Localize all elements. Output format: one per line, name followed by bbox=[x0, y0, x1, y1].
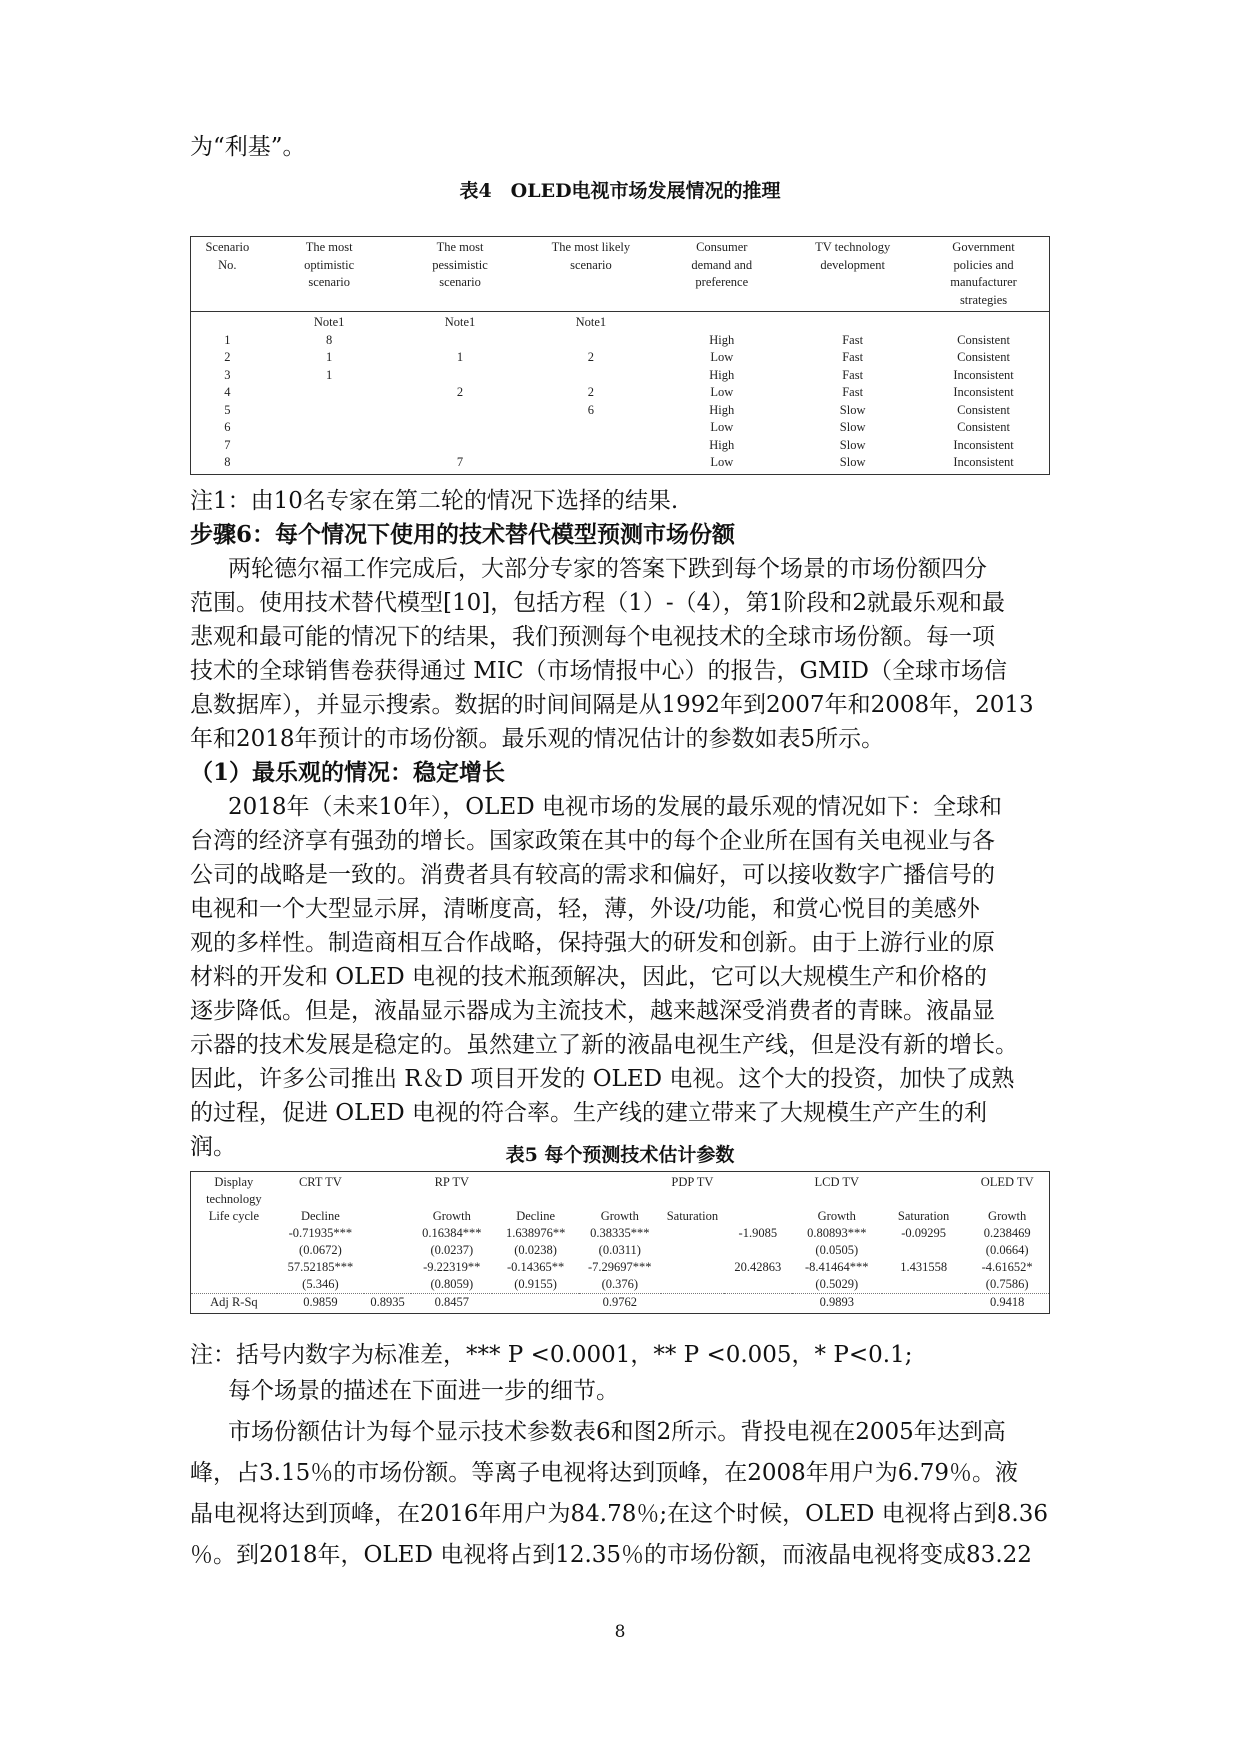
table4-header-cell: TV technology development bbox=[787, 237, 918, 312]
table-cell bbox=[191, 1225, 277, 1242]
text-line: 电视和一个大型显示屏，清晰度高，轻，薄，外设/功能，和赏心悦目的美感外 bbox=[190, 896, 980, 922]
table-cell bbox=[792, 1191, 882, 1208]
table-cell: 8 bbox=[326, 332, 333, 347]
table-row bbox=[191, 1242, 1050, 1259]
table-cell: 2 bbox=[456, 385, 464, 399]
table-cell bbox=[364, 1208, 411, 1225]
table-cell: Low bbox=[710, 420, 734, 434]
table-cell: (0.7586) bbox=[985, 1277, 1029, 1291]
table-cell: Low bbox=[710, 385, 734, 399]
table-cell bbox=[191, 1242, 277, 1259]
table-cell: 0.238469 bbox=[983, 1226, 1031, 1240]
table-cell: Consistent bbox=[957, 402, 1010, 417]
table-cell: Inconsistent bbox=[953, 437, 1014, 452]
table-cell: 2 bbox=[224, 350, 231, 364]
table-cell: (5.346) bbox=[302, 1277, 339, 1291]
table-cell: Growth bbox=[432, 1209, 471, 1223]
table-cell: -0.14365** bbox=[506, 1260, 565, 1274]
table-cell: Slow bbox=[839, 437, 866, 452]
text-line: 润。 bbox=[190, 1134, 236, 1160]
table-cell: High bbox=[709, 437, 735, 452]
table-cell bbox=[882, 1191, 965, 1208]
table-cell bbox=[579, 1172, 661, 1192]
table-row bbox=[191, 1172, 1050, 1192]
table-cell bbox=[724, 1208, 792, 1225]
table-cell: 0.8935 bbox=[364, 1294, 411, 1314]
table-cell bbox=[264, 384, 395, 402]
table-cell bbox=[724, 1294, 792, 1314]
table-cell: Consistent bbox=[957, 350, 1010, 364]
table-cell bbox=[882, 1294, 965, 1314]
table-cell: (0.0505) bbox=[815, 1243, 859, 1257]
table-cell: 8 bbox=[224, 455, 231, 469]
table-cell: 20.42863 bbox=[734, 1260, 782, 1274]
table-cell bbox=[525, 332, 656, 350]
table-cell bbox=[661, 1276, 724, 1294]
table-cell bbox=[395, 419, 526, 437]
table-cell bbox=[882, 1276, 965, 1294]
table-cell bbox=[492, 1172, 578, 1192]
text-line: 公司的战略是一致的。消费者具有较高的需求和偏好，可以接收数字广播信号的 bbox=[190, 862, 995, 888]
table-cell: Slow bbox=[839, 402, 866, 417]
table-cell: 7 bbox=[224, 437, 231, 452]
table-cell: Display bbox=[214, 1175, 254, 1189]
table-cell bbox=[395, 402, 526, 420]
table-cell bbox=[579, 1191, 661, 1208]
table-cell: Fast bbox=[842, 367, 864, 382]
table-cell: Note1 bbox=[313, 315, 345, 329]
table-cell: 6 bbox=[587, 402, 595, 417]
table-cell: -1.9085 bbox=[738, 1226, 778, 1240]
text-line: 年和2018年预计的市场份额。最乐观的情况估计的参数如表5所示。 bbox=[190, 726, 885, 752]
table-cell bbox=[277, 1191, 364, 1208]
table-cell: (0.0237) bbox=[430, 1243, 474, 1257]
table-cell: 1 bbox=[224, 332, 231, 347]
table-row bbox=[191, 402, 1050, 420]
table-cell bbox=[411, 1191, 492, 1208]
table-cell: 7 bbox=[456, 455, 464, 469]
table5-note: 注：括号内数字为标准差，*** P <0.0001，** P <0.005，* P<0.1; bbox=[190, 1342, 913, 1368]
table-cell bbox=[395, 367, 526, 385]
table-row bbox=[191, 384, 1050, 402]
table-cell bbox=[525, 437, 656, 455]
table-cell bbox=[492, 1294, 578, 1314]
text-line: 市场份额估计为每个显示技术参数表6和图2所示。背投电视在2005年达到高 bbox=[228, 1419, 1006, 1445]
table-cell: Note1 bbox=[575, 315, 607, 329]
table-cell: Inconsistent bbox=[953, 367, 1014, 382]
table-cell: -9.22319** bbox=[423, 1260, 481, 1274]
table-cell: (0.0238) bbox=[514, 1243, 557, 1257]
table4-header-cell: The most likely scenario bbox=[525, 237, 656, 312]
table-row bbox=[191, 1276, 1050, 1294]
table4-header-cell: The most optimistic scenario bbox=[264, 237, 395, 312]
table-cell: Life cycle bbox=[208, 1209, 260, 1223]
table5-body bbox=[191, 1172, 1050, 1314]
table-cell: Consistent bbox=[957, 332, 1010, 347]
table-cell bbox=[264, 419, 395, 437]
table-cell bbox=[395, 437, 526, 455]
table-cell: 1.431558 bbox=[900, 1260, 948, 1274]
table-cell: RP TV bbox=[434, 1175, 469, 1189]
table-cell: Decline bbox=[300, 1209, 340, 1223]
table-cell: Fast bbox=[842, 385, 864, 399]
text-line: 范围。使用技术替代模型[10]，包括方程（1）-（4），第1阶段和2就最乐观和最 bbox=[190, 590, 1006, 616]
table-cell: LCD TV bbox=[814, 1175, 860, 1189]
table-cell bbox=[364, 1276, 411, 1294]
table-cell bbox=[525, 367, 656, 385]
text-line: 每个场景的描述在下面进一步的细节。 bbox=[228, 1378, 619, 1404]
table-cell: 0.38335*** bbox=[590, 1226, 650, 1240]
table-cell: (0.0664) bbox=[985, 1243, 1029, 1257]
table4-header-row bbox=[191, 237, 1050, 312]
table-cell bbox=[191, 1259, 277, 1276]
table-cell: Adj R-Sq bbox=[191, 1294, 277, 1314]
table-cell: 0.16384*** bbox=[422, 1226, 482, 1240]
table-cell: Growth bbox=[817, 1209, 856, 1223]
text-line: 为“利基”。 bbox=[190, 134, 306, 160]
table-cell: Note1 bbox=[444, 315, 476, 329]
table-cell: (0.9155) bbox=[514, 1277, 557, 1291]
section-heading-optimistic: （1）最乐观的情况：稳定增长 bbox=[190, 759, 506, 786]
table-cell: 1 bbox=[326, 350, 333, 364]
table-cell: -8.41464*** bbox=[804, 1260, 869, 1274]
page-number: 8 bbox=[614, 1622, 626, 1642]
table-cell: PDP TV bbox=[671, 1175, 714, 1189]
table-cell: Decline bbox=[516, 1209, 556, 1223]
table-row bbox=[191, 349, 1050, 367]
table-cell: 0.9762 bbox=[579, 1294, 661, 1314]
table-cell: 0.9859 bbox=[277, 1294, 364, 1314]
table-row bbox=[191, 312, 1050, 332]
table-cell: 6 bbox=[224, 420, 231, 434]
table-cell bbox=[965, 1191, 1049, 1208]
table-cell: (0.0672) bbox=[299, 1243, 342, 1257]
table4-header-cell: The most pessimistic scenario bbox=[395, 237, 526, 312]
table-cell: 0.80893*** bbox=[807, 1226, 867, 1240]
table-cell bbox=[364, 1242, 411, 1259]
table4-body bbox=[191, 312, 1050, 475]
table4-header-cell: Scenario No. bbox=[191, 237, 264, 312]
table-cell: High bbox=[709, 402, 735, 417]
table-cell: (0.5029) bbox=[815, 1277, 859, 1291]
table-cell: 1.638976** bbox=[505, 1226, 566, 1240]
table4-header-cell: Consumer demand and preference bbox=[656, 237, 787, 312]
table-cell bbox=[661, 1225, 724, 1242]
text-line: 示器的技术发展是稳定的。虽然建立了新的液晶电视生产线，但是没有新的增长。 bbox=[190, 1032, 1018, 1058]
table-cell: 0.9418 bbox=[965, 1294, 1049, 1314]
text-line: 观的多样性。制造商相互合作战略，保持强大的研发和创新。由于上游行业的原 bbox=[190, 930, 995, 956]
table-row bbox=[191, 332, 1050, 350]
table-row bbox=[191, 419, 1050, 437]
table-cell: 3 bbox=[224, 367, 231, 382]
table-row bbox=[191, 1294, 1050, 1314]
text-line: 因此，许多公司推出 R＆D 项目开发的 OLED 电视。这个大的投资，加快了成熟 bbox=[190, 1066, 1015, 1092]
table-cell bbox=[395, 332, 526, 350]
table-cell bbox=[525, 454, 656, 474]
table4-caption: 表4 OLED电视市场发展情况的推理 bbox=[459, 180, 781, 202]
table-cell: -4.61652* bbox=[981, 1260, 1033, 1274]
text-line: 台湾的经济享有强劲的增长。国家政策在其中的每个企业所在国有关电视业与各 bbox=[190, 828, 995, 854]
text-line: 两轮德尔福工作完成后，大部分专家的答案下跌到每个场景的市场份额四分 bbox=[228, 556, 987, 582]
text-line: 悲观和最可能的情况下的结果，我们预测每个电视技术的全球市场份额。每一项 bbox=[190, 624, 995, 650]
table-cell: 4 bbox=[224, 385, 231, 399]
table-cell: 1 bbox=[326, 367, 333, 382]
text-line: 材料的开发和 OLED 电视的技术瓶颈解决，因此，它可以大规模生产和价格的 bbox=[190, 964, 987, 990]
table-cell bbox=[264, 402, 395, 420]
text-line: 2018年（未来10年），OLED 电视市场的发展的最乐观的情况如下：全球和 bbox=[228, 794, 1002, 820]
table-cell: Saturation bbox=[666, 1209, 719, 1223]
table4-header-cell: Government policies and manufacturer strategies bbox=[918, 237, 1049, 312]
text-line: 的过程，促进 OLED 电视的符合率。生产线的建立带来了大规模生产产生的利 bbox=[190, 1100, 987, 1126]
table-row bbox=[191, 1191, 1050, 1208]
table-cell: Inconsistent bbox=[953, 385, 1014, 399]
table-cell: 0.9893 bbox=[792, 1294, 882, 1314]
table-cell: CRT TV bbox=[298, 1175, 342, 1189]
table-cell bbox=[661, 1191, 724, 1208]
table-cell: Slow bbox=[839, 455, 866, 469]
table-cell bbox=[264, 454, 395, 474]
text-line: 晶电视将达到顶峰，在2016年用户为84.78％;在这个时候，OLED 电视将占到8.36 bbox=[190, 1501, 1049, 1527]
table-cell: OLED TV bbox=[980, 1175, 1034, 1189]
table4-note: 注1：由10名专家在第二轮的情况下选择的结果. bbox=[190, 488, 679, 514]
table-cell bbox=[364, 1172, 411, 1192]
table5-caption: 表5 每个预测技术估计参数 bbox=[505, 1144, 735, 1166]
table-row bbox=[191, 437, 1050, 455]
text-line: 技术的全球销售卷获得通过 MIC（市场情报中心）的报告，GMID（全球市场信 bbox=[190, 658, 1007, 684]
table-cell: Consistent bbox=[957, 420, 1010, 434]
table-cell: Slow bbox=[839, 420, 866, 434]
table-cell bbox=[364, 1191, 411, 1208]
table-cell: Inconsistent bbox=[953, 455, 1014, 469]
table-cell bbox=[264, 437, 395, 455]
table-row bbox=[191, 454, 1050, 474]
table-cell: Growth bbox=[988, 1209, 1027, 1223]
text-line: ％。到2018年，OLED 电视将占到12.35％的市场份额，而液晶电视将变成83.22 bbox=[190, 1542, 1032, 1568]
table-cell bbox=[882, 1172, 965, 1192]
table-cell bbox=[191, 1276, 277, 1294]
table-cell bbox=[656, 312, 787, 332]
table-cell bbox=[364, 1259, 411, 1276]
table-cell bbox=[724, 1276, 792, 1294]
section-heading-step6: 步骤6：每个情况下使用的技术替代模型预测市场份额 bbox=[190, 521, 736, 548]
table-cell: 5 bbox=[224, 402, 231, 417]
table-cell: (0.0311) bbox=[598, 1243, 641, 1257]
table-cell bbox=[492, 1191, 578, 1208]
table-cell: technology bbox=[206, 1192, 262, 1206]
table-cell: -0.71935*** bbox=[288, 1226, 353, 1240]
table-cell: 1 bbox=[456, 350, 464, 364]
table-cell: (0.376) bbox=[601, 1277, 639, 1291]
table-cell: 57.52185*** bbox=[287, 1260, 354, 1274]
table-cell: Low bbox=[710, 455, 734, 469]
table-cell: High bbox=[709, 367, 735, 382]
table-cell bbox=[724, 1191, 792, 1208]
table-cell bbox=[661, 1242, 724, 1259]
table-cell: Low bbox=[710, 350, 734, 364]
table-cell: -7.29697*** bbox=[588, 1260, 652, 1274]
table-cell: 0.8457 bbox=[411, 1294, 492, 1314]
table-cell: Fast bbox=[842, 350, 864, 364]
table-cell bbox=[918, 312, 1049, 332]
text-line: 息数据库），并显示搜索。数据的时间间隔是从1992年到2007年和2008年，2013 bbox=[190, 692, 1034, 718]
table-cell: Fast bbox=[842, 332, 864, 347]
table-cell bbox=[191, 312, 264, 332]
table-row bbox=[191, 1259, 1050, 1276]
table-cell: (0.8059) bbox=[430, 1277, 474, 1291]
table-cell: 2 bbox=[587, 385, 595, 399]
table-row bbox=[191, 367, 1050, 385]
text-line: 逐步降低。但是，液晶显示器成为主流技术，越来越深受消费者的青睐。液晶显 bbox=[190, 998, 995, 1024]
table-cell bbox=[525, 419, 656, 437]
table-cell: Growth bbox=[600, 1209, 639, 1223]
table-cell bbox=[787, 312, 918, 332]
table-row bbox=[191, 1225, 1050, 1242]
table-cell: Saturation bbox=[897, 1209, 950, 1223]
table-cell bbox=[661, 1259, 724, 1276]
text-line: 峰，占3.15％的市场份额。等离子电视将达到顶峰，在2008年用户为6.79％。液 bbox=[190, 1460, 1018, 1486]
table-cell bbox=[661, 1294, 724, 1314]
table-cell bbox=[724, 1242, 792, 1259]
table-cell bbox=[364, 1225, 411, 1242]
table-cell: High bbox=[709, 332, 735, 347]
table-cell: -0.09295 bbox=[901, 1226, 947, 1240]
table5 bbox=[190, 1171, 1050, 1314]
table-cell: 2 bbox=[587, 350, 595, 364]
table-cell bbox=[882, 1242, 965, 1259]
table-row bbox=[191, 1208, 1050, 1225]
table-cell bbox=[724, 1172, 792, 1192]
table4 bbox=[190, 236, 1050, 475]
